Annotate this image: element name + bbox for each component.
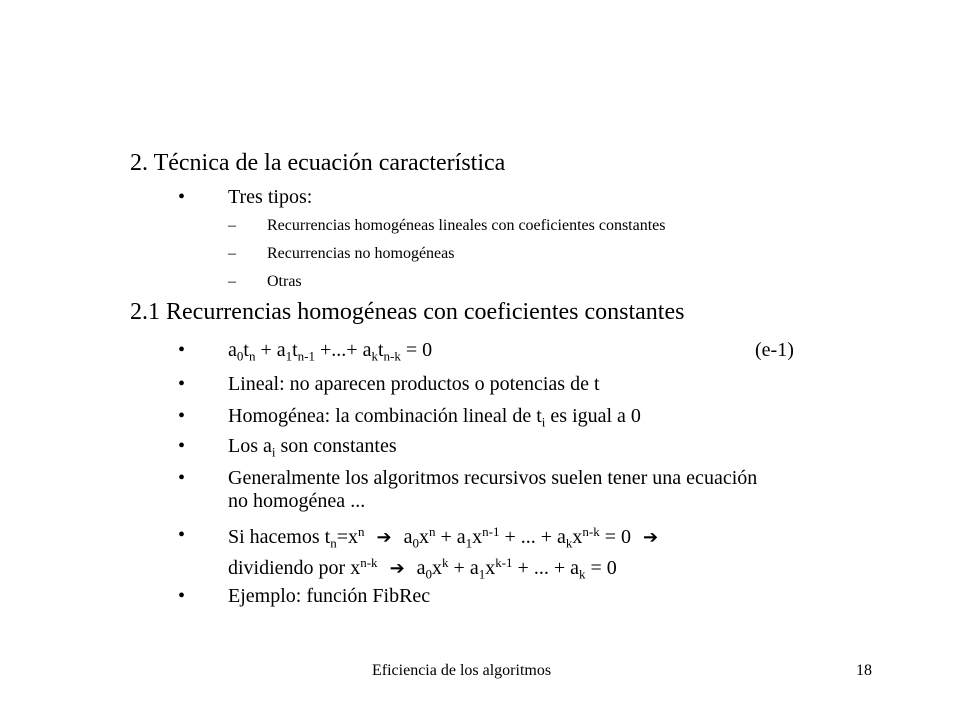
- footer-title: Eficiencia de los algoritmos: [372, 662, 552, 679]
- bullet-icon: •: [178, 467, 186, 489]
- dash-icon: –: [228, 245, 236, 262]
- characteristic-equation-line: dividiendo por $x^{n-k}$ ➔ $a_0x^k + a_1x^{k-1}$ + ... + $a_k = 0$: [228, 555, 617, 582]
- subscript: i: [541, 414, 546, 430]
- bullet-icon: •: [178, 585, 186, 607]
- bullet-icon: •: [178, 524, 186, 546]
- dash-icon: –: [228, 217, 236, 234]
- subsection-title: 2.1 Recurrencias homogéneas con coeficientes constantes: [130, 299, 685, 325]
- recurrence-equation: $a_0t_n + a_1t_{n-1}$ +...+ $a_kt_{n-k} = 0$: [228, 339, 433, 364]
- bullet-icon: •: [178, 339, 186, 361]
- right-arrow-icon: ➔: [643, 527, 659, 548]
- homogenea-text-before: Homogénea: la combinación lineal de t: [228, 405, 542, 427]
- bullet-icon: •: [178, 405, 186, 427]
- subitem: Otras: [267, 273, 302, 290]
- bullet-text: [228, 435, 397, 461]
- bullet-icon: •: [178, 435, 186, 457]
- los-text-after: son constantes: [275, 435, 397, 457]
- subitem: Recurrencias homogéneas lineales con coeficientes constantes: [267, 217, 666, 234]
- bullet-text: Ejemplo: función FibRec: [228, 585, 431, 607]
- right-arrow-icon: ➔: [376, 527, 392, 548]
- subitem: Recurrencias no homogéneas: [267, 245, 455, 262]
- substitution-line: Si hacemos $t_n=x^n$ ➔ $a_0x^n + a_1x^{n-1}$ + ... + $a_kx^{n-k} = 0$ ➔: [228, 524, 659, 551]
- page-number: 18: [856, 662, 872, 679]
- bullet-text: Lineal: no aparecen productos o potencias de t: [228, 373, 600, 395]
- dash-icon: –: [228, 273, 236, 290]
- homogenea-text-after: es igual a 0: [545, 405, 641, 427]
- bullet-icon: •: [178, 373, 186, 395]
- section-title: 2. Técnica de la ecuación característica: [130, 150, 506, 176]
- bullet-text-continuation: no homogénea ...: [228, 490, 366, 512]
- bullet-icon: •: [178, 186, 186, 208]
- bullet-text: Generalmente los algoritmos recursivos suelen tener una ecuación: [228, 467, 758, 489]
- bullet-text: Tres tipos:: [228, 186, 313, 208]
- los-text-before: Los a: [228, 435, 272, 457]
- subscript: i: [271, 444, 276, 460]
- bullet-text: [228, 405, 641, 431]
- dividiendo-label: dividiendo por: [228, 557, 346, 580]
- si-hacemos-label: Si hacemos: [228, 526, 320, 549]
- equation-tag: (e-1): [755, 339, 794, 361]
- right-arrow-icon: ➔: [389, 558, 405, 579]
